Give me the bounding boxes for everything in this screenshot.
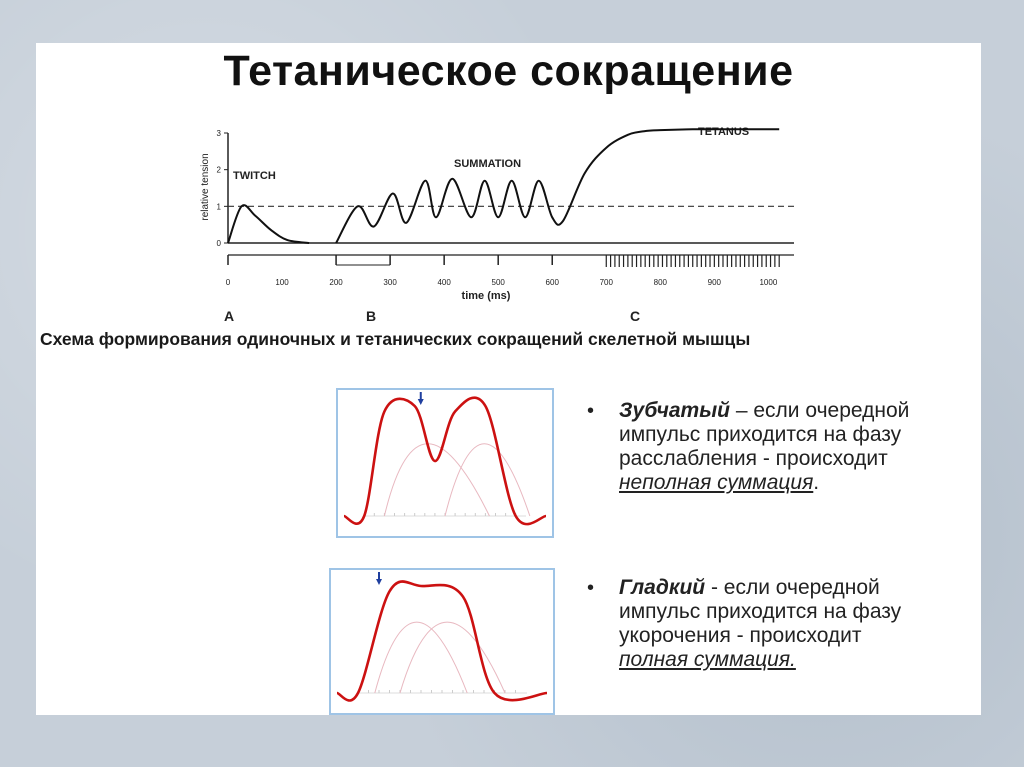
tension-curve-2 [336,129,779,243]
bullet-dot: • [587,577,595,599]
incomplete-summation-graph [336,388,554,538]
complete-summation-graph [329,568,555,715]
x-tick-label: 900 [707,278,722,287]
y-tick-label: 3 [216,129,221,138]
bullet-line-1 [619,399,969,423]
bullet-line-2: импульс приходится на фазу [619,600,902,623]
tension-curve-1 [228,205,309,243]
x-tick-label: 400 [437,278,451,287]
bullet-line-4 [619,648,969,672]
x-axis-label: time (ms) [461,290,511,302]
bullet-text: – если очередной [735,399,910,422]
slide [36,43,981,715]
annotation-summation: SUMMATION [454,158,522,170]
x-tick-label: 800 [653,278,667,287]
bullet-tail: . [813,471,820,494]
x-tick-label: 700 [599,278,613,287]
bullet-line-3: укорочения - происходит [619,624,862,647]
tension-chart [186,115,826,325]
x-tick-label: 0 [225,278,231,287]
bullet-line-4 [619,471,969,495]
bullet-smooth [587,576,969,672]
slide-title: Тетаническое сокращение [223,47,794,95]
y-tick-label: 0 [216,239,221,248]
x-tick-label: 500 [491,278,505,287]
chart-caption: Схема формирования одиночных и тетанических сокращений скелетной мышцы [40,329,751,349]
bullet-line-2: импульс приходится на фазу [619,423,902,446]
panel-label-b: B [366,308,377,324]
bullet-result: неполная суммация [619,471,814,494]
x-tick-label: 100 [275,278,289,287]
bullet-line-1 [619,576,969,600]
bullet-serrated [587,399,969,495]
bullet-result: полная суммация. [619,648,796,671]
panel-label-c: C [630,308,641,324]
bullet-text: - если очередной [710,576,880,599]
y-tick-label: 2 [216,165,221,175]
y-tick-label: 1 [216,202,221,212]
x-tick-label: 200 [329,278,343,287]
x-tick-label: 300 [383,278,397,287]
annotation-tetanus: TETANUS [698,126,750,138]
bullet-line-3: расслабления - происходит [619,447,888,470]
panel-label-a: A [224,308,235,324]
x-tick-label: 1000 [759,278,778,287]
bullet-dot: • [587,400,595,422]
bullet-term: Зубчатый [619,399,730,422]
bullet-term: Гладкий [619,576,706,599]
annotation-twitch: TWITCH [233,170,276,182]
y-axis-label: relative tension [200,153,211,221]
x-tick-label: 600 [545,278,559,287]
